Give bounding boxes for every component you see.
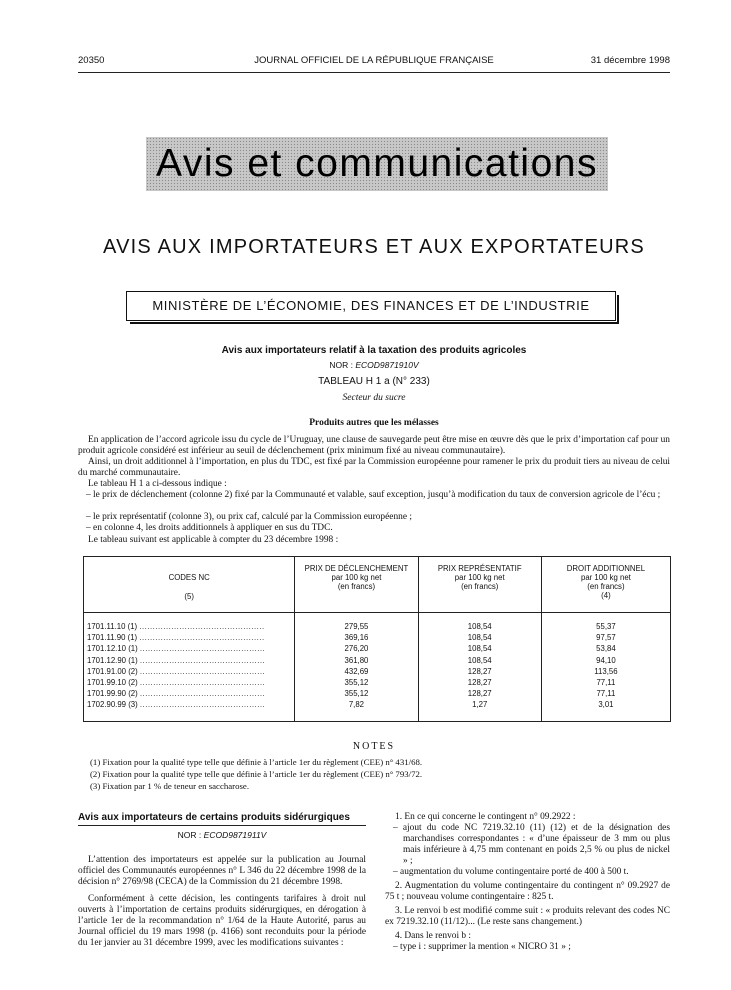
col-header-trigger-price: [295, 557, 418, 613]
avis1-title: Avis aux importateurs relatif à la taxation des produits agricoles: [221, 345, 527, 356]
avis1-paragraph-1: En application de l’accord agricole issu du cycle de l’Uruguay, une clause de sauvegarde peut être mise en œuvre dès que le prix d’importation caf pour un produit agricole considéré est inférieur au seuil de déclenchement (prix minimum fixé au niveau communautaire).: [78, 435, 670, 456]
cell-code: 1701.99.90 (2) ...............................................: [84, 688, 295, 699]
header-rule: [78, 72, 670, 73]
rep-price-unit: par 100 kg net: [454, 573, 505, 582]
rep-price-label: PRIX REPRÉSENTATIF: [437, 564, 522, 573]
journal-title: JOURNAL OFFICIEL DE LA RÉPUBLIQUE FRANÇAISE: [254, 55, 494, 66]
avis2-column-right: [385, 812, 670, 953]
cell-trigger-price: 361,80: [295, 655, 418, 666]
duty-unit: par 100 kg net: [580, 573, 631, 582]
codes-label: CODES NC: [168, 573, 210, 582]
cell-duty: 3,01: [541, 699, 670, 721]
cell-code: 1701.12.90 (1) ...............................................: [84, 655, 295, 666]
avis1-bullet-3: – en colonne 4, les droits additionnels à appliquer en sus du TDC.: [86, 523, 333, 533]
page-header: [78, 55, 670, 69]
cell-rep-price: 1,27: [418, 699, 541, 721]
cell-code: 1701.99.10 (2) ...............................................: [84, 677, 295, 688]
avis2-title: Avis aux importateurs de certains produits sidérurgiques: [78, 812, 350, 823]
avis2-title-rule: [78, 825, 366, 826]
table-row: [84, 632, 671, 643]
cell-duty: 77,11: [541, 677, 670, 688]
cell-code: 1701.11.10 (1) ...............................................: [84, 613, 295, 633]
cell-duty: 77,11: [541, 688, 670, 699]
note-3: (3) Fixation par 1 % de teneur en saccharose.: [90, 781, 250, 791]
avis2-paragraph-1: L’attention des importateurs est appelée sur la publication au Journal officiel des Communautés européennes n° L 346 du 22 décembre 1998 de la décision n° 2769/98 (CECA) de la Commission du 21 décembre 1998.: [78, 855, 366, 887]
avis1-bullet-2: – le prix représentatif (colonne 3), ou prix caf, calculé par la Commission européenne ;: [86, 512, 412, 522]
table-row: [84, 666, 671, 677]
avis1-paragraph-2: Ainsi, un droit additionnel à l’importation, en plus du TDC, est fixé par la Commission européenne pour ramener le prix du produit tiers au niveau de celui du marché communautaire.: [78, 457, 670, 478]
table-row: [84, 677, 671, 688]
table-header-row: [84, 557, 671, 613]
duty-col-number: (4): [601, 591, 611, 600]
note-1: (1) Fixation pour la qualité type telle que définie à l’article 1er du règlement (CEE) n° 431/68.: [90, 757, 423, 767]
cell-trigger-price: 276,20: [295, 643, 418, 654]
cell-trigger-price: 432,69: [295, 666, 418, 677]
cell-rep-price: 108,54: [418, 632, 541, 643]
avis2-item-1a: – ajout du code NC 7219.32.10 (11) (12) et de la désignation des marchandises correspondantes : « d’une épaisseur de 3 mm ou plus mais inférieure à 4,75 mm contenant en poids 2,5 % ou plus de nickel » ;: [393, 823, 670, 866]
nor-label: NOR :: [177, 830, 202, 840]
cell-trigger-price: 369,16: [295, 632, 418, 643]
cell-rep-price: 128,27: [418, 666, 541, 677]
avis2-item-4: 4. Dans le renvoi b :: [395, 931, 472, 941]
cell-rep-price: 128,27: [418, 677, 541, 688]
cell-code: 1701.91.00 (2) ...............................................: [84, 666, 295, 677]
cell-code: 1701.11.90 (1) ...............................................: [84, 632, 295, 643]
avis1-paragraph-4: Le tableau suivant est applicable à compter du 23 décembre 1998 :: [88, 535, 339, 545]
avis2-item-3: 3. Le renvoi b est modifié comme suit : « produits relevant des codes NC ex 7219.32.10 (11/12)... (Le reste sans changement.): [385, 906, 670, 927]
table-row: [84, 699, 671, 721]
cell-trigger-price: 7,82: [295, 699, 418, 721]
note-2: (2) Fixation pour la qualité type telle que définie à l’article 1er du règlement (CEE) n° 793/72.: [90, 769, 423, 779]
cell-duty: 97,57: [541, 632, 670, 643]
table-row: [84, 655, 671, 666]
avis2-item-2: 2. Augmentation du volume contingentaire du contingent n° 09.2927 de 75 t ; nouveau volume contingentaire : 825 t.: [385, 881, 670, 902]
cell-duty: 94,10: [541, 655, 670, 666]
rep-price-currency: (en francs): [461, 582, 499, 591]
cell-rep-price: 108,54: [418, 655, 541, 666]
avis2-item-1: 1. En ce qui concerne le contingent n° 09.2922 :: [395, 812, 576, 822]
col-header-codes: [84, 557, 295, 613]
products-heading: Produits autres que les mélasses: [309, 418, 439, 428]
col-header-representative-price: [418, 557, 541, 613]
cell-trigger-price: 279,55: [295, 613, 418, 633]
nor-code: ECOD9871910V: [355, 360, 419, 370]
cell-rep-price: 108,54: [418, 643, 541, 654]
avis2-paragraph-2: Conformément à cette décision, les contingents tarifaires à droit nul ouverts à l’importation de certains produits sidérurgiques, en dérogation à l’article 1er de la recommandation n° 1/64 de la Haute Autorité, parus au Journal officiel du 19 mars 1998 (p. 4166) sont reconduits pour la période du 1er janvier au 31 décembre 1999, avec les modifications suivantes :: [78, 894, 366, 948]
ministry-title: MINISTÈRE DE L’ÉCONOMIE, DES FINANCES ET DE L’INDUSTRIE: [152, 298, 590, 313]
table-title: TABLEAU H 1 a (N° 233): [318, 376, 430, 387]
nor-code: ECOD9871911V: [203, 830, 267, 840]
cell-rep-price: 128,27: [418, 688, 541, 699]
trigger-price-currency: (en francs): [337, 582, 376, 591]
col-header-additional-duty: [541, 557, 670, 613]
notes-title: NOTES: [352, 741, 396, 752]
nor-label: NOR :: [329, 360, 353, 370]
issue-date: 31 décembre 1998: [590, 55, 670, 66]
sector-label: Secteur du sucre: [342, 393, 406, 403]
trigger-price-unit: par 100 kg net: [331, 573, 382, 582]
cell-trigger-price: 355,12: [295, 677, 418, 688]
avis1-paragraph-3: Le tableau H 1 a ci-dessous indique :: [88, 479, 227, 489]
avis1-nor: [78, 360, 670, 370]
section-title: AVIS AUX IMPORTATEURS ET AUX EXPORTATEURS: [103, 236, 645, 258]
cell-code: 1701.12.10 (1) ...............................................: [84, 643, 295, 654]
trigger-price-label: PRIX DE DÉCLENCHEMENT: [304, 564, 409, 573]
codes-note: (5): [184, 592, 194, 601]
avis2-item-4a: – type i : supprimer la mention « NICRO 31 » ;: [393, 942, 571, 952]
cell-code: 1702.90.99 (3) ...............................................: [84, 699, 295, 721]
table-row: [84, 688, 671, 699]
table-row: [84, 613, 671, 633]
banner-title: Avis et communications: [156, 142, 598, 185]
cell-duty: 113,56: [541, 666, 670, 677]
duty-label: DROIT ADDITIONNEL: [566, 564, 646, 573]
cell-duty: 53,84: [541, 643, 670, 654]
cell-rep-price: 108,54: [418, 613, 541, 633]
page-number: 20350: [78, 55, 105, 66]
table-row: [84, 643, 671, 654]
cell-duty: 55,37: [541, 613, 670, 633]
cell-trigger-price: 355,12: [295, 688, 418, 699]
tariff-table: [83, 556, 671, 722]
avis2-nor: [78, 830, 366, 841]
avis1-bullet-1: – le prix de déclenchement (colonne 2) fixé par la Communauté et valable, sauf exception, jusqu’à modification du taux de conversion agricole de l’écu ;: [86, 490, 661, 500]
duty-currency: (en francs): [587, 582, 625, 591]
avis2-item-1b: – augmentation du volume contingentaire porté de 400 à 500 t.: [393, 867, 629, 877]
avis2-column-left: [78, 812, 366, 949]
